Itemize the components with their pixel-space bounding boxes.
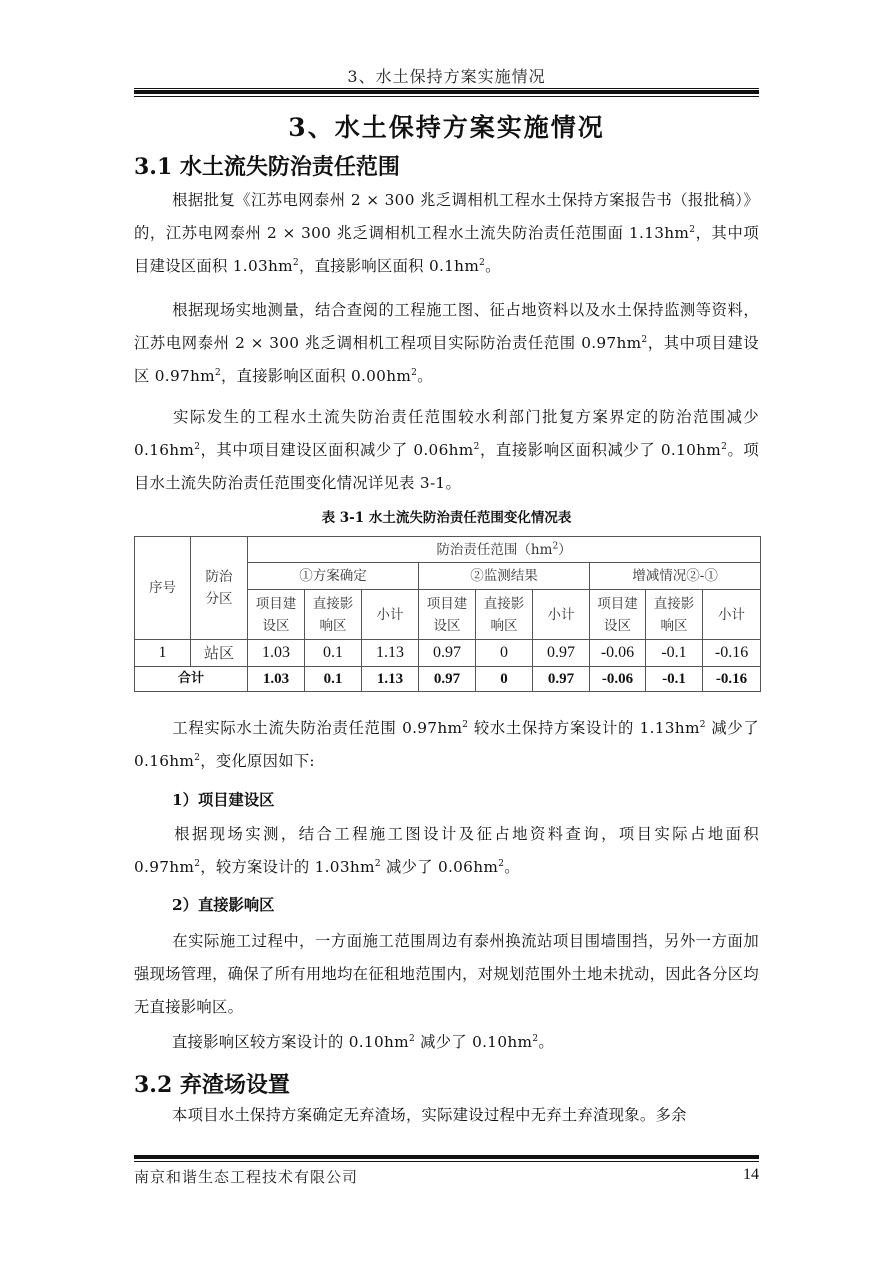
cell-value: -0.16: [703, 640, 761, 667]
text: 减少了 0.10hm: [414, 1033, 533, 1051]
superscript: 2: [462, 719, 469, 730]
cell-value: 0.97: [533, 640, 590, 667]
footer-company: 南京和谐生态工程技术有限公司: [134, 1168, 359, 1186]
paragraph-project-area: [134, 818, 759, 884]
cell-seq: 1: [135, 640, 191, 667]
header-seq: 序号: [135, 537, 191, 640]
section-title-3-2: 3.2 弃渣场设置: [134, 1072, 290, 1098]
paragraph-scope-change: [134, 401, 759, 500]
superscript: 2: [641, 334, 648, 345]
superscript: 2: [374, 858, 381, 869]
text: 减少了 0.06hm: [380, 858, 499, 876]
chapter-title: 3、水土保持方案实施情况: [288, 113, 605, 142]
text: 较水土保持方案设计的 1.13hm: [468, 719, 700, 737]
subcol-subtotal: 小计: [533, 590, 590, 640]
superscript: 2: [408, 1033, 415, 1044]
superscript: 2: [194, 752, 201, 763]
text: ，直接影响区面积 0.1hm: [299, 257, 480, 275]
text: 本项目水土保持方案确定无弃渣场，实际建设过程中无弃土弃渣现象。多余: [172, 1106, 687, 1124]
subcol-subtotal: 小计: [362, 590, 419, 640]
page-number: 14: [743, 1166, 759, 1183]
subcol-direct-impact: 直接影响区: [476, 590, 533, 640]
paragraph-actual-scope: [134, 294, 759, 393]
total-value: 0.97: [419, 667, 476, 692]
text: ）: [558, 541, 572, 558]
superscript: 2: [532, 1033, 539, 1044]
total-value: 0: [476, 667, 533, 692]
superscript: 2: [689, 224, 696, 235]
cell-zone: 站区: [191, 640, 248, 667]
table-row: [135, 640, 761, 667]
text: 直接影响区较方案设计的 0.10hm: [172, 1033, 409, 1051]
superscript: 2: [552, 541, 559, 551]
running-header: 3、水土保持方案实施情况: [347, 67, 546, 86]
subgroup-plan: ①方案确定: [248, 563, 419, 590]
total-value: 0.97: [533, 667, 590, 692]
cell-value: -0.06: [590, 640, 646, 667]
header-rule-thick: [134, 90, 759, 94]
superscript: 2: [699, 719, 706, 730]
superscript: 2: [473, 441, 480, 452]
total-label: 合计: [135, 667, 248, 692]
paragraph-direct-impact-change: [134, 1026, 759, 1059]
section-title-3-1: 3.1 水土流失防治责任范围: [134, 154, 400, 180]
text: 。: [538, 1033, 554, 1051]
text: ，其中项目建设区 0.97hm: [134, 334, 759, 385]
subgroup-monitor: ②监测结果: [419, 563, 590, 590]
subheading-project-area: 1）项目建设区: [172, 791, 275, 809]
text: ，直接影响区面积减少了 0.10hm: [479, 441, 722, 459]
text: 在实际施工过程中，一方面施工范围周边有泰州换流站项目围墙围挡，另外一方面加强现场管理，确保了所有用地均在征租地范围内，对规划范围外土地未扰动，因此各分区均无直接影响区。: [134, 932, 759, 1016]
table-caption: 表 3-1 水土流失防治责任范围变化情况表: [321, 510, 572, 526]
text: ，直接影响区面积 0.00hm: [221, 367, 412, 385]
text: ，其中项目建设区面积减少了 0.06hm: [200, 441, 474, 459]
text: 工程实际水土流失防治责任范围 0.97hm: [172, 719, 463, 737]
text: 。: [485, 257, 501, 275]
cell-value: 0: [476, 640, 533, 667]
footer-rule-thick: [134, 1155, 759, 1159]
subcol-subtotal: 小计: [703, 590, 761, 640]
subcol-project-area: 项目建设区: [590, 590, 646, 640]
header-rule-thin-top: [134, 88, 759, 89]
text: ，较方案设计的 1.03hm: [200, 858, 375, 876]
subcol-project-area: 项目建设区: [419, 590, 476, 640]
paragraph-change-summary: [134, 712, 759, 778]
header-group: [248, 537, 761, 563]
text: 根据现场实测，结合工程施工图设计及征占地资料查询，项目实际占地面积 0.97hm: [134, 825, 759, 876]
subcol-direct-impact: 直接影响区: [646, 590, 703, 640]
superscript: 2: [479, 257, 486, 268]
total-value: 1.03: [248, 667, 305, 692]
text: 。: [417, 367, 433, 385]
total-value: 0.1: [305, 667, 362, 692]
scope-change-table: [134, 536, 761, 692]
footer-rule-thin: [134, 1161, 759, 1162]
table-header-row-1: [135, 537, 761, 563]
superscript: 2: [411, 367, 418, 378]
superscript: 2: [214, 367, 222, 378]
cell-value: -0.1: [646, 640, 703, 667]
subheading-direct-impact: 2）直接影响区: [172, 896, 275, 914]
text: 减少了 0.16hm: [134, 719, 759, 770]
header-zone: 防治分区: [191, 537, 248, 640]
cell-value: 1.03: [248, 640, 305, 667]
header-rule-thin-bottom: [134, 96, 759, 97]
text: 。项目水土流失防治责任范围变化情况详见表 3-1。: [134, 441, 759, 492]
cell-value: 1.13: [362, 640, 419, 667]
text: ，变化原因如下:: [200, 752, 315, 770]
table-total-row: [135, 667, 761, 692]
subgroup-change: 增减情况②-①: [590, 563, 761, 590]
paragraph-approved-scope: [134, 184, 759, 283]
total-value: -0.06: [590, 667, 646, 692]
total-value: -0.16: [703, 667, 761, 692]
cell-value: 0.97: [419, 640, 476, 667]
paragraph-spoil-site: [134, 1099, 759, 1132]
superscript: 2: [194, 858, 201, 869]
text: 实际发生的工程水土流失防治责任范围较水利部门批复方案界定的防治范围减少 0.16hm: [134, 408, 759, 459]
paragraph-direct-impact: [134, 925, 759, 1024]
superscript: 2: [292, 257, 299, 268]
superscript: 2: [498, 858, 505, 869]
text: ，其中项目建设区面积 1.03hm: [134, 224, 760, 275]
text: 根据批复《江苏电网泰州 2 × 300 兆乏调相机工程水土保持方案报告书（报批稿）》的，江苏电网泰州 2 × 300 兆乏调相机工程水土流失防治责任范围面 1.13hm: [134, 191, 759, 242]
total-value: -0.1: [646, 667, 703, 692]
cell-value: 0.1: [305, 640, 362, 667]
superscript: 2: [194, 441, 201, 452]
text: 。: [504, 858, 520, 876]
total-value: 1.13: [362, 667, 419, 692]
text: 根据现场实地测量，结合查阅的工程施工图、征占地资料以及水土保持监测等资料，江苏电网泰州 2 × 300 兆乏调相机工程项目实际防治责任范围 0.97hm: [134, 301, 759, 352]
superscript: 2: [721, 441, 728, 452]
text: 防治责任范围（hm: [436, 541, 553, 558]
subcol-project-area: 项目建设区: [248, 590, 305, 640]
subcol-direct-impact: 直接影响区: [305, 590, 362, 640]
